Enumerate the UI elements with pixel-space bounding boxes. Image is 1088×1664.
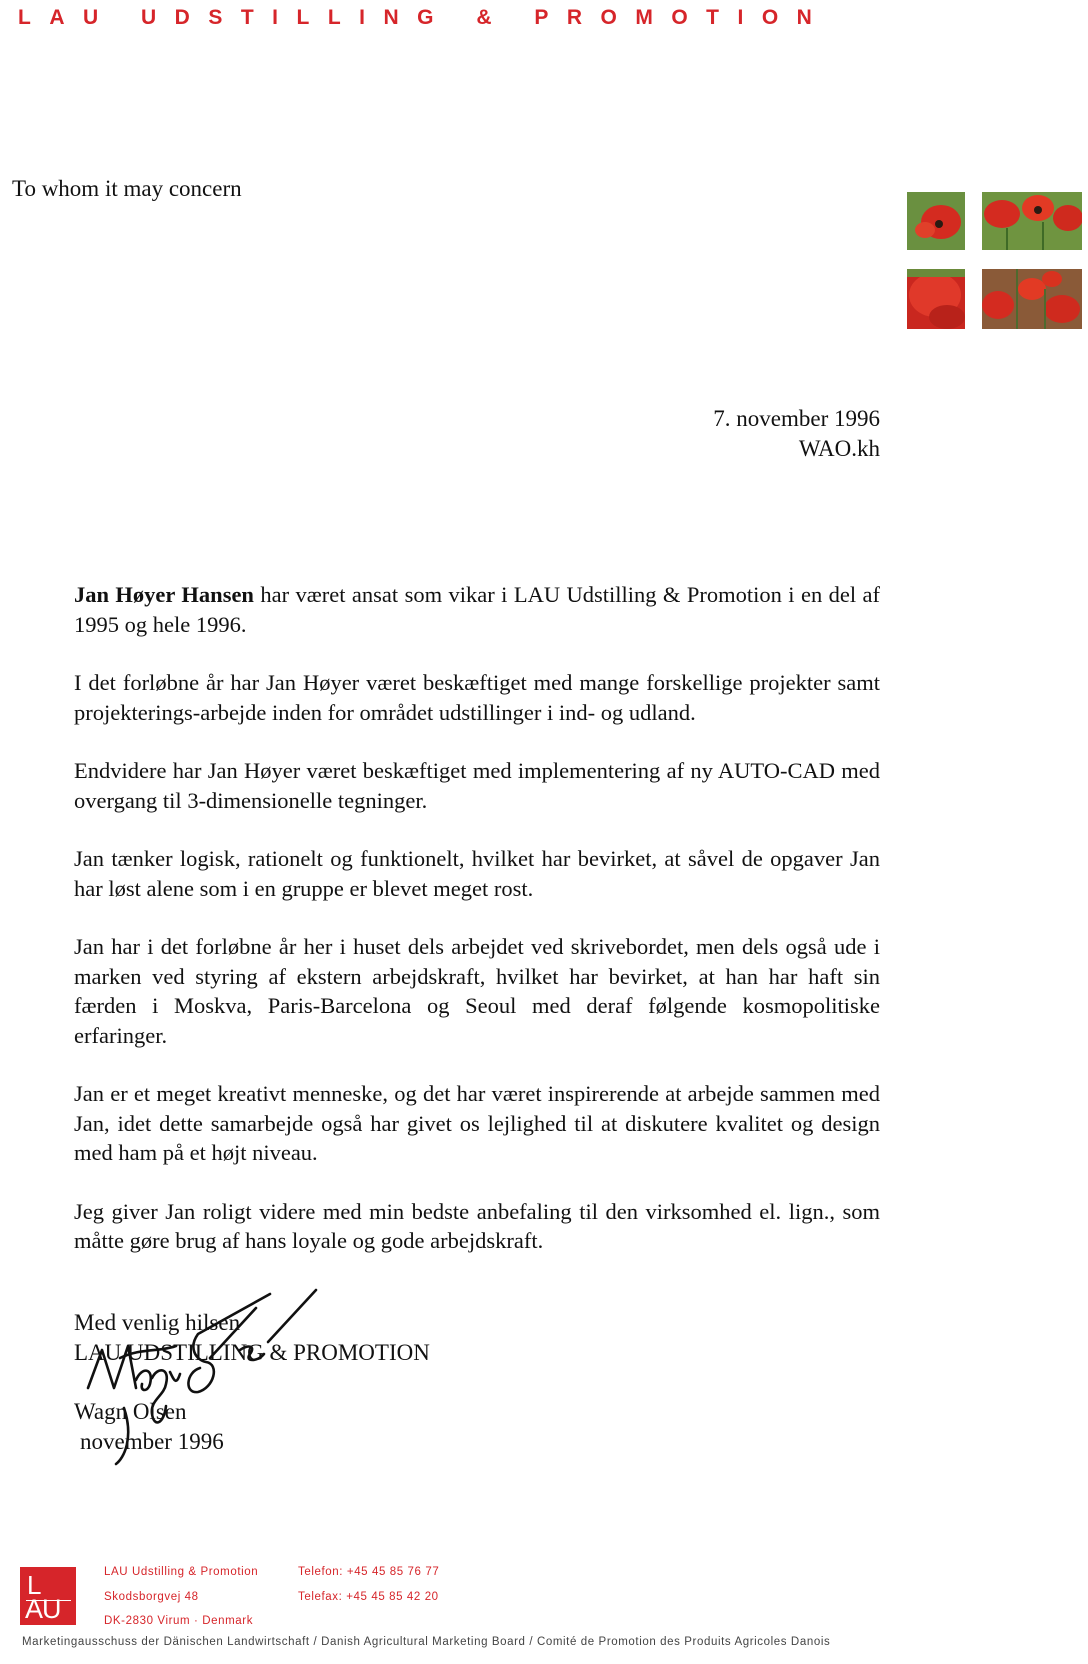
closing-greeting: Med venlig hilsen xyxy=(74,1310,241,1335)
footer-street: Skodsborgvej 48 xyxy=(104,1590,199,1603)
letter-reference: WAO.kh xyxy=(798,436,880,461)
footer-board-line: Marketingausschuss der Dänischen Landwirtschaft / Danish Agricultural Marketing Board / Comité de Promotion des Produits Agricoles Danois xyxy=(22,1636,831,1648)
poppy-photo xyxy=(982,269,1082,329)
letter-date: 7. november 1996 xyxy=(713,406,880,431)
footer-fax: Telefax: +45 45 85 42 20 xyxy=(298,1590,439,1603)
paragraph-text: har været ansat som vikar i LAU Udstilling & Promotion i en del af 1995 og hele 1996. xyxy=(74,582,881,637)
poppy-photo xyxy=(907,269,965,329)
handwritten-signature xyxy=(80,1288,340,1478)
body-paragraph-2: I det forløbne år har Jan Høyer været beskæftiget med mange forskellige projekter samt projekterings-arbejde inden for området udstillinger i ind- og udland. xyxy=(74,670,880,725)
footer-city: DK-2830 Virum · Denmark xyxy=(104,1615,254,1627)
footer-address xyxy=(104,1560,258,1634)
date-reference-block xyxy=(560,404,880,464)
poppy-photo xyxy=(907,192,965,250)
poppy-photo xyxy=(982,192,1082,250)
body-paragraph-3: Endvidere har Jan Høyer været beskæftiget med implementering af ny AUTO-CAD med overgang til 3-dimensionelle tegninger. xyxy=(74,758,880,813)
body-paragraph-6: Jan er et meget kreativt menneske, og det har været inspirerende at arbejde sammen med Jan, idet dette samarbejde også har givet os lejlighed til at diskutere kvalitet og design med ham på et højt niveau. xyxy=(74,1081,880,1165)
salutation: To whom it may concern xyxy=(12,176,242,201)
footer-phone: Telefon: +45 45 85 76 77 xyxy=(298,1566,440,1578)
footer-contact xyxy=(298,1560,439,1609)
poppy-photo-grid xyxy=(907,192,1082,329)
letterhead-title: LAU UDSTILLING & PROMOTION xyxy=(18,6,831,29)
lau-logo: L AU xyxy=(20,1567,76,1625)
body-paragraph-5: Jan har i det forløbne år her i huset dels arbejdet ved skrivebordet, men dels også ude i marken ved styring af ekstern arbejdskraft, hvilket har bevirket, at han har haft sin færden i Moskva, Paris-Barcelona og Seoul med deraf følgende kosmopolitiske erfaringer. xyxy=(74,934,880,1048)
body-paragraph-4: Jan tænker logisk, rationelt og funktionelt, hvilket har bevirket, at såvel de opgaver Jan har løst alene som i en gruppe er blevet meget rost. xyxy=(74,846,880,901)
body-paragraph-7: Jeg giver Jan roligt videre med min bedste anbefaling til den virksomhed el. lign., som måtte gøre brug af hans loyale og gode arbejdskraft. xyxy=(74,1198,880,1253)
employee-name: Jan Høyer Hansen xyxy=(74,582,254,607)
signer-name: Wagn Olsen xyxy=(74,1399,187,1424)
letter-body xyxy=(74,580,880,1285)
closing-company: LAU UDSTILLING & PROMOTION xyxy=(74,1340,430,1365)
body-paragraph-1 xyxy=(74,580,880,639)
footer-company: LAU Udstilling & Promotion xyxy=(104,1566,259,1578)
signer-date: november 1996 xyxy=(80,1429,224,1454)
